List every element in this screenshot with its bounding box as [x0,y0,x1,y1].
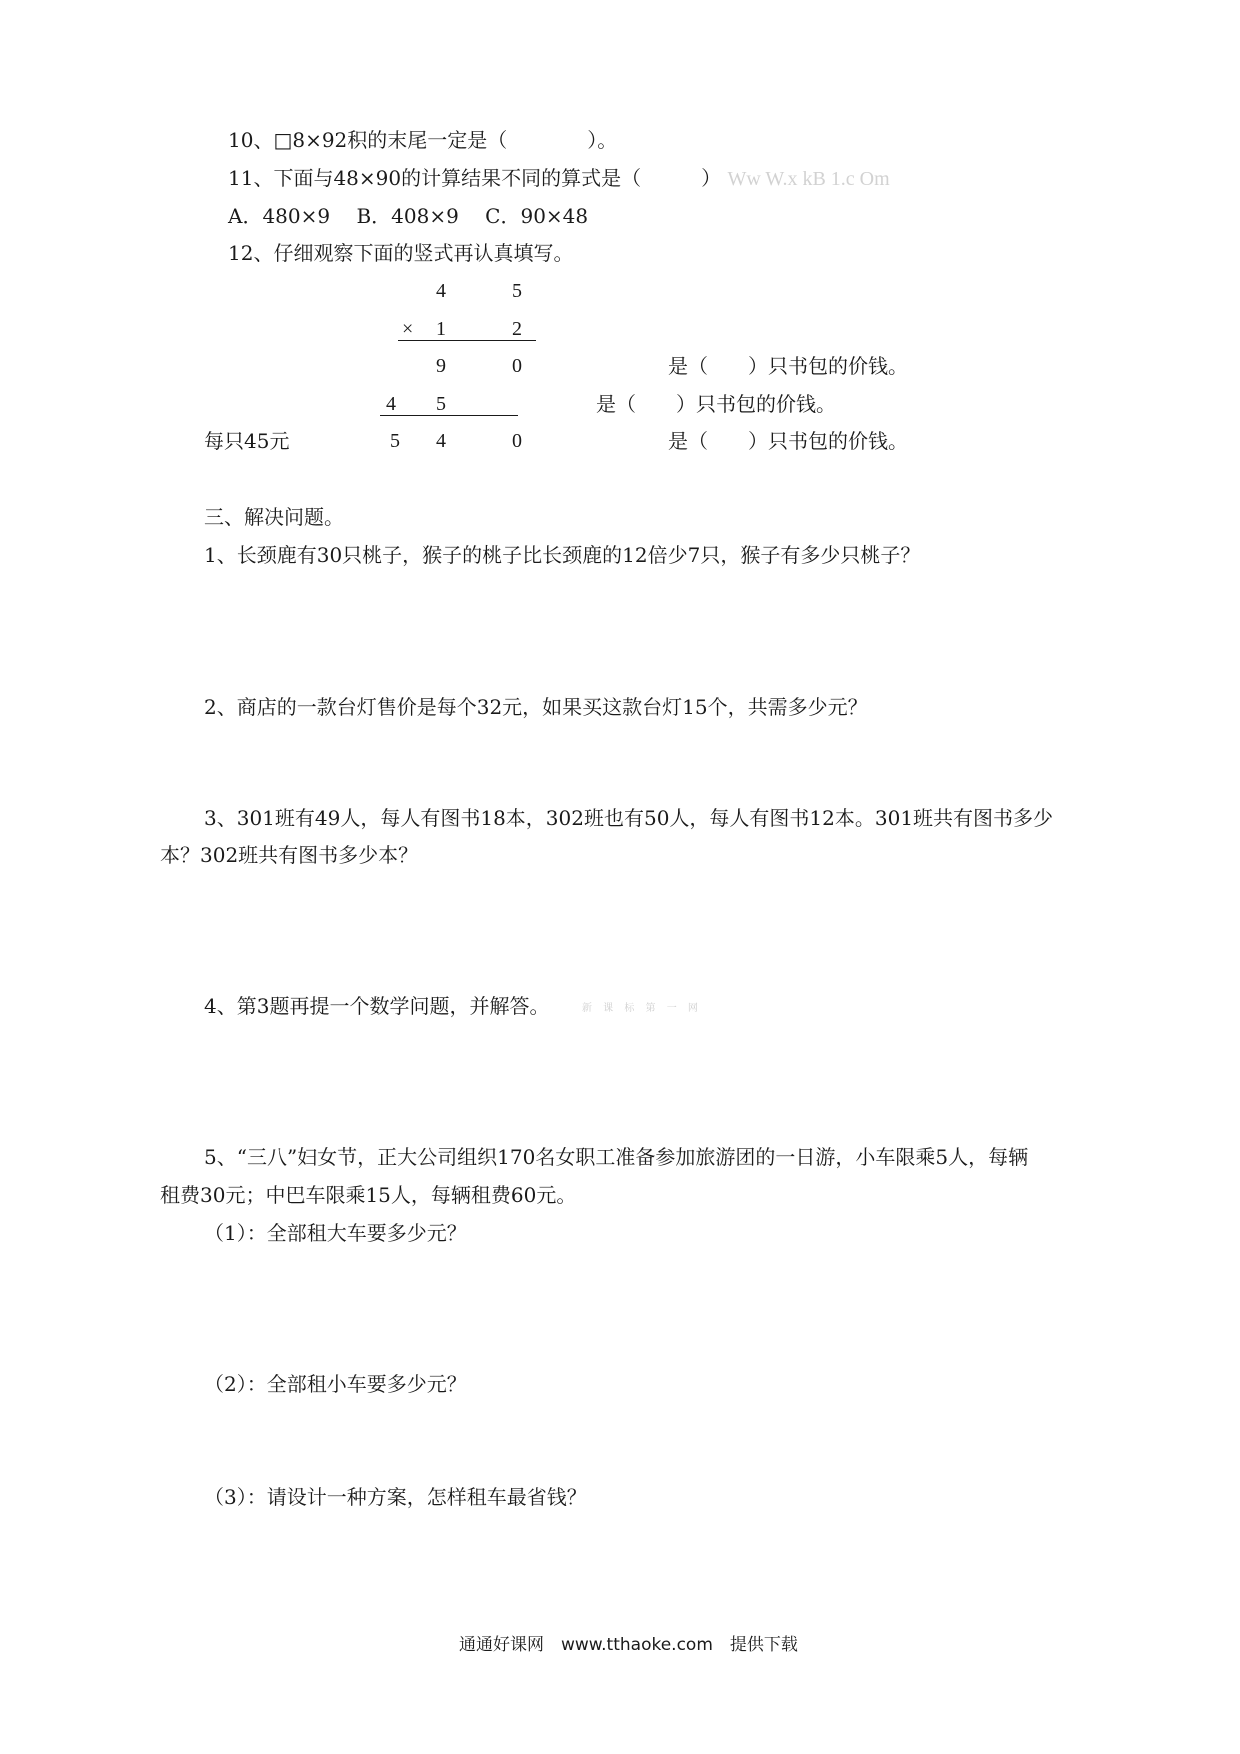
digit: 9 [436,355,446,377]
problem-3-line-1: 3、301班有49人，每人有图书18本，302班也有50人，每人有图书12本。301班共有图书多少 [204,806,1054,830]
problem-1: 1、长颈鹿有30只桃子，猴子的桃子比长颈鹿的12倍少7只，猴子有多少只桃子？ [204,543,921,567]
digit: 5 [390,430,400,452]
sum-line [380,415,518,416]
problem-2: 2、商店的一款台灯售价是每个32元，如果买这款台灯15个，共需多少元？ [204,695,868,719]
digit: 5 [512,280,522,302]
note-row-3: 是（ ）只书包的价钱。 [668,354,908,378]
note-row-5: 是（ ）只书包的价钱。 [668,429,908,453]
digit: 1 [436,318,446,340]
note-row-4: 是（ ）只书包的价钱。 [596,392,836,416]
question-11-text: 11、下面与48×90的计算结果不同的算式是（ ） [228,166,722,190]
problem-5-sub-3: （3）：请设计一种方案，怎样租车最省钱？ [204,1485,587,1509]
section-heading: 三、解决问题。 [204,505,344,529]
digit: 4 [436,280,446,302]
digit: 4 [436,430,446,452]
question-11 [228,166,890,191]
problem-5-sub-1: （1）：全部租大车要多少元？ [204,1221,467,1245]
digit: 2 [512,318,522,340]
digit: 0 [512,430,522,452]
question-10: 10、□8×92积的末尾一定是（ ）。 [228,128,618,152]
watermark-text: 新 课 标 第 一 网 [582,1003,702,1014]
watermark-text: Ww W.x kB 1.c Om [727,168,890,190]
multiply-sign: × [402,318,414,340]
problem-4: 4、第3题再提一个数学问题，并解答。 [204,994,550,1018]
question-11-options: A．480×9 B．408×9 C．90×48 [228,204,589,228]
question-12: 12、仔细观察下面的竖式再认真填写。 [228,241,574,265]
price-label: 每只45元 [204,429,290,453]
sum-line [398,340,536,341]
problem-5-line-1: 5、“三八”妇女节，正大公司组织170名女职工准备参加旅游团的一日游，小车限乘5人，每辆 [204,1145,1029,1169]
problem-5-line-2: 租费30元；中巴车限乘15人，每辆租费60元。 [160,1183,577,1207]
digit: 4 [386,393,396,415]
footer-text: 通通好课网 www.tthaoke.com 提供下载 [459,1635,798,1655]
digit: 5 [436,393,446,415]
problem-5-sub-2: （2）：全部租小车要多少元？ [204,1372,467,1396]
digit: 0 [512,355,522,377]
problem-3-line-2: 本？302班共有图书多少本？ [160,843,419,867]
